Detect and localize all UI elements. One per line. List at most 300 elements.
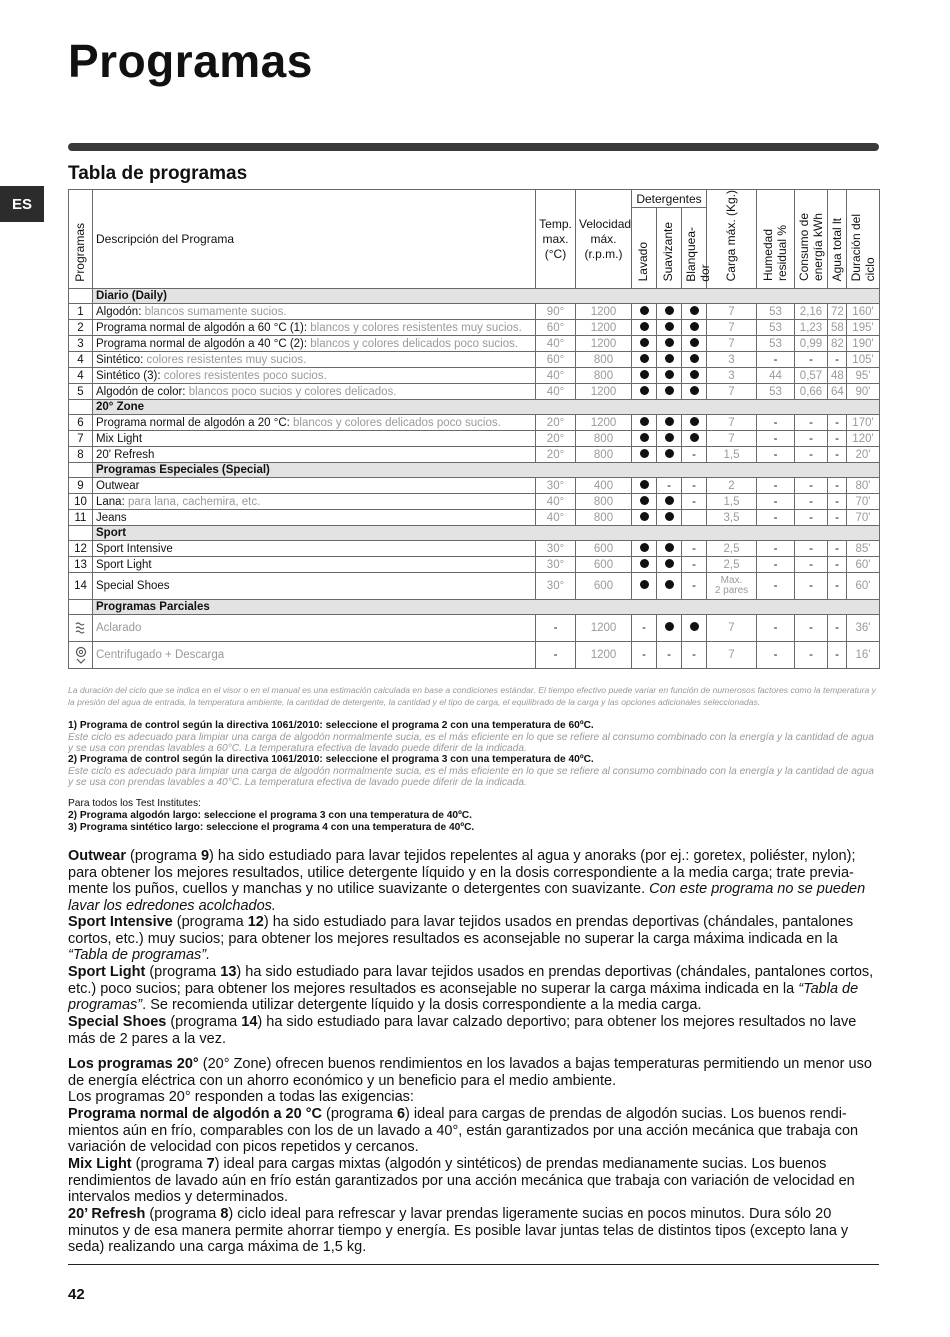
program-detail: Centrifugado + Descarga (96, 649, 225, 662)
program-description (93, 415, 536, 431)
dot-icon (640, 354, 649, 363)
dot-icon (665, 496, 674, 505)
table-row (69, 557, 880, 573)
table-row (69, 642, 880, 669)
program-description (93, 557, 536, 573)
cell-lavado (632, 368, 657, 384)
cell-duracion: 195' (847, 320, 880, 336)
table-row (69, 384, 880, 400)
dot-icon (640, 433, 649, 442)
table-row (69, 352, 880, 368)
program-description (93, 352, 536, 368)
cell-lavado: - (632, 642, 657, 669)
cell-lavado (632, 510, 657, 526)
cell-temp: 30° (536, 557, 576, 573)
program-number: 8 (69, 447, 93, 463)
cell-blanqueador (682, 336, 707, 352)
program-number: 3 (69, 336, 93, 352)
cell-suavizante (657, 494, 682, 510)
cell-agua: 58 (828, 320, 847, 336)
cell-agua: - (828, 573, 847, 600)
dot-icon (690, 417, 699, 426)
cell-agua: - (828, 447, 847, 463)
cell-rpm: 800 (576, 352, 632, 368)
cell-agua: 82 (828, 336, 847, 352)
rinse-icon (69, 615, 93, 642)
program-description (93, 573, 536, 600)
cell-duracion: 85' (847, 541, 880, 557)
dot-icon (640, 580, 649, 589)
cell-rpm: 800 (576, 447, 632, 463)
cell-rpm: 1200 (576, 336, 632, 352)
cell-rpm: 400 (576, 478, 632, 494)
cell-rpm: 1200 (576, 642, 632, 669)
cell-lavado (632, 384, 657, 400)
page-title: Programas (68, 35, 313, 87)
cell-duracion: 190' (847, 336, 880, 352)
dot-icon (640, 559, 649, 568)
paragraph-normal-20: Programa normal de algodón a 20 °C (programa 6) ideal para cargas de prendas de algodón sucias. Los buenos rendi-mientos aún en frío, comparables con los de un lavado a 40°, están garantizados por una acción mecánica que trabaja con variación de velocidad con picos repetidos y cercanos. (68, 1106, 859, 1156)
program-detail: colores resistentes poco sucios. (163, 369, 327, 382)
cell-carga: 2,5 (707, 541, 757, 557)
cell-humedad: - (757, 573, 795, 600)
paragraph-outwear: Outwear (programa 9) ha sido estudiado para lavar tejidos repelentes al agua y anoraks (por ej.: goretex, poliéster, nylon); para obtener los mejores resultados, utilice detergente líquido y en la dosis correspondiente a la media carga; trate previa-mente los puños, cuellos y manchas y no utilice suavizante o detergentes con suavizante. Con este programa no se pueden lavar los edredones acolchados. (68, 848, 866, 915)
program-number: 5 (69, 384, 93, 400)
dot-icon (665, 622, 674, 631)
cell-suavizante (657, 352, 682, 368)
table-row (69, 415, 880, 431)
cell-rpm: 800 (576, 494, 632, 510)
group-title: 20° Zone (93, 400, 880, 415)
cell-consumo: - (795, 541, 828, 557)
header-consumo: Consumo de energía kWh (795, 190, 828, 289)
cell-suavizante (657, 336, 682, 352)
cell-consumo: - (795, 447, 828, 463)
program-description (93, 336, 536, 352)
program-number: 2 (69, 320, 93, 336)
cell-lavado (632, 478, 657, 494)
paragraph-mix-light: Mix Light (programa 7) ideal para cargas mixtas (algodón y sintéticos) de prendas medianamente sucias. Los buenos rendimientos de lavado aún en frío están garantizados por una acción mecánica que trabaja con variación de velocidad en intervalos medios y determinados. (68, 1156, 855, 1206)
cell-blanqueador: - (682, 478, 707, 494)
cell-duracion: 36' (847, 615, 880, 642)
cell-suavizante (657, 415, 682, 431)
program-description (93, 494, 536, 510)
title-rule (68, 143, 879, 151)
cell-suavizante (657, 304, 682, 320)
dot-icon (640, 496, 649, 505)
cell-blanqueador (682, 320, 707, 336)
program-name: Algodón de color: (96, 385, 186, 398)
group-header-row (69, 600, 880, 615)
cell-temp: - (536, 642, 576, 669)
program-detail: blancos y colores resistentes muy sucios. (310, 321, 522, 334)
paragraph-sport-light: Sport Light (programa 13) ha sido estudiado para lavar tejidos usados en prendas deportivas (chándales, pantalones cortos, etc.) poco sucios; para obtener los mejores resultados es aconsejable no superar la carga máxima indicada en la “Tabla de programas”. Se recomienda utilizar detergente líquido y la dosis correspondiente a la media carga. (68, 964, 874, 1014)
cell-carga: 7 (707, 304, 757, 320)
cell-blanqueador: - (682, 494, 707, 510)
dot-icon (665, 559, 674, 568)
cell-humedad: - (757, 494, 795, 510)
header-velocidad: Velocidad máx. (r.p.m.) (576, 190, 632, 289)
cell-temp: 30° (536, 573, 576, 600)
cell-agua: 48 (828, 368, 847, 384)
group-spacer-cell (69, 289, 93, 304)
dot-icon (690, 354, 699, 363)
programs-table-body (69, 289, 880, 669)
dot-icon (665, 580, 674, 589)
cell-blanqueador (682, 415, 707, 431)
cell-temp: 40° (536, 510, 576, 526)
cell-consumo: - (795, 573, 828, 600)
cell-humedad: - (757, 510, 795, 526)
group-header-row (69, 400, 880, 415)
dot-icon (640, 386, 649, 395)
group-header-row (69, 526, 880, 541)
program-name: Programa normal de algodón a 20 °C: (96, 416, 290, 429)
cell-rpm: 1200 (576, 615, 632, 642)
cell-suavizante (657, 368, 682, 384)
cell-temp: 40° (536, 336, 576, 352)
cell-temp: 60° (536, 352, 576, 368)
cell-suavizante (657, 447, 682, 463)
cell-temp: 90° (536, 304, 576, 320)
cell-humedad: 44 (757, 368, 795, 384)
dot-icon (690, 306, 699, 315)
cell-rpm: 1200 (576, 304, 632, 320)
cell-temp: 20° (536, 431, 576, 447)
dot-icon (690, 386, 699, 395)
header-temp: Temp. max. (°C) (536, 190, 576, 289)
program-name: Jeans (96, 511, 127, 524)
program-description (93, 320, 536, 336)
dot-icon (640, 370, 649, 379)
table-row (69, 304, 880, 320)
cell-agua: - (828, 415, 847, 431)
header-detergentes: Detergentes (632, 190, 707, 208)
cell-rpm: 600 (576, 573, 632, 600)
program-name: Special Shoes (96, 580, 170, 593)
dot-icon (665, 449, 674, 458)
cell-blanqueador (682, 384, 707, 400)
dot-icon (665, 322, 674, 331)
program-description (93, 447, 536, 463)
cell-agua: 72 (828, 304, 847, 320)
cell-lavado (632, 304, 657, 320)
program-description (93, 615, 536, 642)
table-row (69, 573, 880, 600)
cell-duracion: 70' (847, 494, 880, 510)
cell-humedad: - (757, 557, 795, 573)
program-number: 7 (69, 431, 93, 447)
program-detail: blancos poco sucios y colores delicados. (188, 385, 397, 398)
program-description (93, 304, 536, 320)
program-name: Sport Intensive (96, 542, 173, 555)
cell-humedad: - (757, 541, 795, 557)
header-suavizante: Suavizante (657, 208, 682, 289)
cell-blanqueador (682, 352, 707, 368)
table-row (69, 431, 880, 447)
table-row (69, 336, 880, 352)
cell-carga: 3,5 (707, 510, 757, 526)
cell-humedad: - (757, 642, 795, 669)
dot-icon (665, 354, 674, 363)
program-number: 13 (69, 557, 93, 573)
cell-temp: 60° (536, 320, 576, 336)
cell-agua: - (828, 642, 847, 669)
cell-carga: 7 (707, 431, 757, 447)
language-tab: ES (0, 186, 44, 222)
dot-icon (665, 338, 674, 347)
dot-icon (690, 370, 699, 379)
program-description (93, 510, 536, 526)
cell-rpm: 1200 (576, 320, 632, 336)
cell-lavado (632, 352, 657, 368)
cell-suavizante (657, 541, 682, 557)
paragraph-special-shoes: Special Shoes (programa 14) ha sido estudiado para lavar calzado deportivo; para obtener los mejores resultados no lave más de 2 pares a la vez. (68, 1014, 857, 1047)
cell-agua: - (828, 510, 847, 526)
test-institutes-note: Para todos los Test Institutes: 2) Programa algodón largo: seleccione el programa 3 con una temperatura de 40ºC. 3) Programa sintético largo: seleccione el programa 4 con una temperatura de 40ºC. (68, 798, 475, 833)
cell-agua: - (828, 478, 847, 494)
cell-consumo: - (795, 557, 828, 573)
cell-duracion: 80' (847, 478, 880, 494)
cell-lavado: - (632, 615, 657, 642)
cell-blanqueador (682, 431, 707, 447)
footnote-2: 2) Programa de control según la directiva 1061/2010: seleccione el programa 3 con una temperatura de 40ºC. Este ciclo es adecuado para limpiar una carga de algodón normalmente sucia, es el más eficiente en lo que se refiere al consumo combinado con la energía y la cantidad de agua y se usa con prendas lavables a 40°C. La temperatura efectiva de lavado puede diferir de la indicada. (68, 754, 874, 788)
cell-suavizante (657, 431, 682, 447)
program-name: Lana: (96, 495, 125, 508)
dot-icon (690, 322, 699, 331)
cell-carga: Max. 2 pares (707, 573, 757, 600)
cell-consumo: - (795, 352, 828, 368)
cell-temp: 30° (536, 541, 576, 557)
cell-blanqueador: - (682, 557, 707, 573)
cell-lavado (632, 541, 657, 557)
cell-duracion: 170' (847, 415, 880, 431)
dot-icon (690, 622, 699, 631)
cell-carga: 1,5 (707, 494, 757, 510)
cell-lavado (632, 447, 657, 463)
cell-duracion: 90' (847, 384, 880, 400)
table-row (69, 510, 880, 526)
program-description (93, 431, 536, 447)
group-title: Diario (Daily) (93, 289, 880, 304)
program-number: 10 (69, 494, 93, 510)
cell-carga: 7 (707, 336, 757, 352)
dot-icon (640, 338, 649, 347)
table-row (69, 320, 880, 336)
cell-lavado (632, 336, 657, 352)
cell-carga: 3 (707, 368, 757, 384)
program-description (93, 642, 536, 669)
cell-duracion: 60' (847, 573, 880, 600)
program-name: 20' Refresh (96, 448, 155, 461)
cell-agua: - (828, 615, 847, 642)
dot-icon (640, 512, 649, 521)
dot-icon (665, 306, 674, 315)
bottom-rule (68, 1264, 879, 1265)
dot-icon (665, 512, 674, 521)
programs-table (68, 189, 880, 669)
cell-blanqueador (682, 510, 707, 526)
cell-suavizante (657, 510, 682, 526)
program-description (93, 368, 536, 384)
dot-icon (665, 386, 674, 395)
dot-icon (665, 370, 674, 379)
section-title: Tabla de programas (68, 163, 248, 184)
program-detail: Aclarado (96, 622, 142, 635)
cell-temp: 40° (536, 494, 576, 510)
table-row (69, 541, 880, 557)
header-duracion: Duración del ciclo (847, 190, 880, 289)
program-detail: blancos sumamente sucios. (144, 305, 287, 318)
cell-humedad: - (757, 415, 795, 431)
cell-carga: 3 (707, 352, 757, 368)
group-spacer-cell (69, 600, 93, 615)
cell-duracion: 60' (847, 557, 880, 573)
cell-carga: 7 (707, 642, 757, 669)
cell-consumo: - (795, 494, 828, 510)
cell-rpm: 600 (576, 557, 632, 573)
cell-rpm: 800 (576, 510, 632, 526)
program-detail: para lana, cachemira, etc. (127, 495, 261, 508)
program-number: 1 (69, 304, 93, 320)
cell-suavizante: - (657, 478, 682, 494)
header-carga: Carga máx. (Kg.) (707, 190, 757, 289)
program-name: Mix Light (96, 432, 143, 445)
group-header-row (69, 463, 880, 478)
cell-agua: - (828, 494, 847, 510)
header-humedad: Humedad residual % (757, 190, 795, 289)
cell-agua: - (828, 541, 847, 557)
cell-agua: 64 (828, 384, 847, 400)
cell-blanqueador (682, 368, 707, 384)
table-row (69, 447, 880, 463)
cell-duracion: 105' (847, 352, 880, 368)
cell-consumo: - (795, 615, 828, 642)
header-lavado: Lavado (632, 208, 657, 289)
cell-temp: - (536, 615, 576, 642)
program-name: Sport Light (96, 558, 152, 571)
table-row (69, 494, 880, 510)
program-detail: blancos y colores delicados poco sucios. (293, 416, 501, 429)
cell-duracion: 95' (847, 368, 880, 384)
cell-carga: 7 (707, 320, 757, 336)
header-blanqueador: Blanquea- dor (682, 208, 707, 289)
cell-suavizante (657, 573, 682, 600)
cell-blanqueador: - (682, 447, 707, 463)
dot-icon (640, 543, 649, 552)
program-number: 14 (69, 573, 93, 600)
cell-humedad: 53 (757, 336, 795, 352)
cell-carga: 2,5 (707, 557, 757, 573)
cell-humedad: - (757, 431, 795, 447)
cell-carga: 7 (707, 384, 757, 400)
cell-carga: 7 (707, 615, 757, 642)
program-number: 12 (69, 541, 93, 557)
cell-consumo: 0,66 (795, 384, 828, 400)
cell-duracion: 120' (847, 431, 880, 447)
cell-lavado (632, 573, 657, 600)
cell-humedad: - (757, 447, 795, 463)
program-name: Sintético: (96, 353, 144, 366)
header-agua: Agua total lt (828, 190, 847, 289)
cell-temp: 40° (536, 368, 576, 384)
cell-suavizante (657, 384, 682, 400)
cell-consumo: - (795, 478, 828, 494)
cell-rpm: 1200 (576, 384, 632, 400)
group-spacer-cell (69, 400, 93, 415)
cell-duracion: 20' (847, 447, 880, 463)
program-name: Programa normal de algodón a 40 °C (2): (96, 337, 308, 350)
group-spacer-cell (69, 463, 93, 478)
cell-suavizante (657, 320, 682, 336)
dot-icon (640, 417, 649, 426)
cell-consumo: - (795, 510, 828, 526)
header-descripcion: Descripción del Programa (93, 190, 536, 289)
cell-carga: 1,5 (707, 447, 757, 463)
paragraph-sport-intensive: Sport Intensive (programa 12) ha sido estudiado para lavar tejidos usados en prendas deportivas (chándales, pantalones cortos, etc.) muy sucios; para obtener los mejores resultados es aconsejable no superar la carga máxima indicada en la “Tabla de programas”. (68, 914, 854, 964)
program-name: Outwear (96, 479, 140, 492)
cycle-duration-disclaimer: La duración del ciclo que se indica en el visor o en el manual es una estimación calculada en base a condiciones estándar. El tiempo efectivo puede variar en función de numerosos factores como la temperatura y la presión del agua de entrada, la temperatura ambiente, la cantidad de detergente, la cantidad y el tipo de carga, el equilibrado de la carga y las opciones adicionales seleccionadas. (68, 685, 876, 707)
cell-blanqueador: - (682, 541, 707, 557)
cell-blanqueador: - (682, 573, 707, 600)
program-name: Programa normal de algodón a 60 °C (1): (96, 321, 308, 334)
cell-humedad: - (757, 615, 795, 642)
cell-suavizante (657, 557, 682, 573)
cell-consumo: - (795, 431, 828, 447)
group-title: Programas Parciales (93, 600, 880, 615)
cell-blanqueador (682, 304, 707, 320)
cell-humedad: 53 (757, 304, 795, 320)
dot-icon (640, 480, 649, 489)
cell-suavizante: - (657, 642, 682, 669)
cell-lavado (632, 320, 657, 336)
spin-drain-icon (69, 642, 93, 669)
cell-humedad: - (757, 478, 795, 494)
cell-consumo: - (795, 642, 828, 669)
cell-consumo: - (795, 415, 828, 431)
cell-agua: - (828, 352, 847, 368)
group-title: Programas Especiales (Special) (93, 463, 880, 478)
cell-duracion: 70' (847, 510, 880, 526)
program-description (93, 541, 536, 557)
cell-consumo: 0,99 (795, 336, 828, 352)
table-row (69, 368, 880, 384)
program-description (93, 478, 536, 494)
program-detail: blancos y colores delicados poco sucios. (310, 337, 519, 350)
cell-humedad: 53 (757, 384, 795, 400)
footnote-1: 1) Programa de control según la directiva 1061/2010: seleccione el programa 2 con una temperatura de 60ºC. Este ciclo es adecuado para limpiar una carga de algodón normalmente sucia, es el más eficiente en lo que se refiere al consumo combinado con la energía y la cantidad de agua y se usa con prendas lavables a 60°C. La temperatura efectiva de lavado puede diferir de la indicada. (68, 720, 874, 754)
cell-rpm: 600 (576, 541, 632, 557)
cell-humedad: - (757, 352, 795, 368)
cell-rpm: 800 (576, 431, 632, 447)
cell-duracion: 16' (847, 642, 880, 669)
paragraph-20-refresh: 20’ Refresh (programa 8) ciclo ideal para refrescar y lavar prendas ligeramente sucias en pocos minutos. Dura sólo 20 minutos y de esa manera permite ahorrar tiempo y energía. Es posible lavar juntas telas de distintos tipos (excepto lana y seda) realizando una carga máxima de 1,5 kg. (68, 1206, 849, 1256)
dot-icon (640, 449, 649, 458)
program-number: 4 (69, 352, 93, 368)
cell-lavado (632, 431, 657, 447)
program-number: 6 (69, 415, 93, 431)
dot-icon (640, 322, 649, 331)
cell-rpm: 800 (576, 368, 632, 384)
cell-temp: 20° (536, 447, 576, 463)
dot-icon (665, 417, 674, 426)
dot-icon (640, 306, 649, 315)
cell-consumo: 2,16 (795, 304, 828, 320)
cell-blanqueador: - (682, 642, 707, 669)
cell-rpm: 1200 (576, 415, 632, 431)
dot-icon (690, 433, 699, 442)
dot-icon (690, 338, 699, 347)
